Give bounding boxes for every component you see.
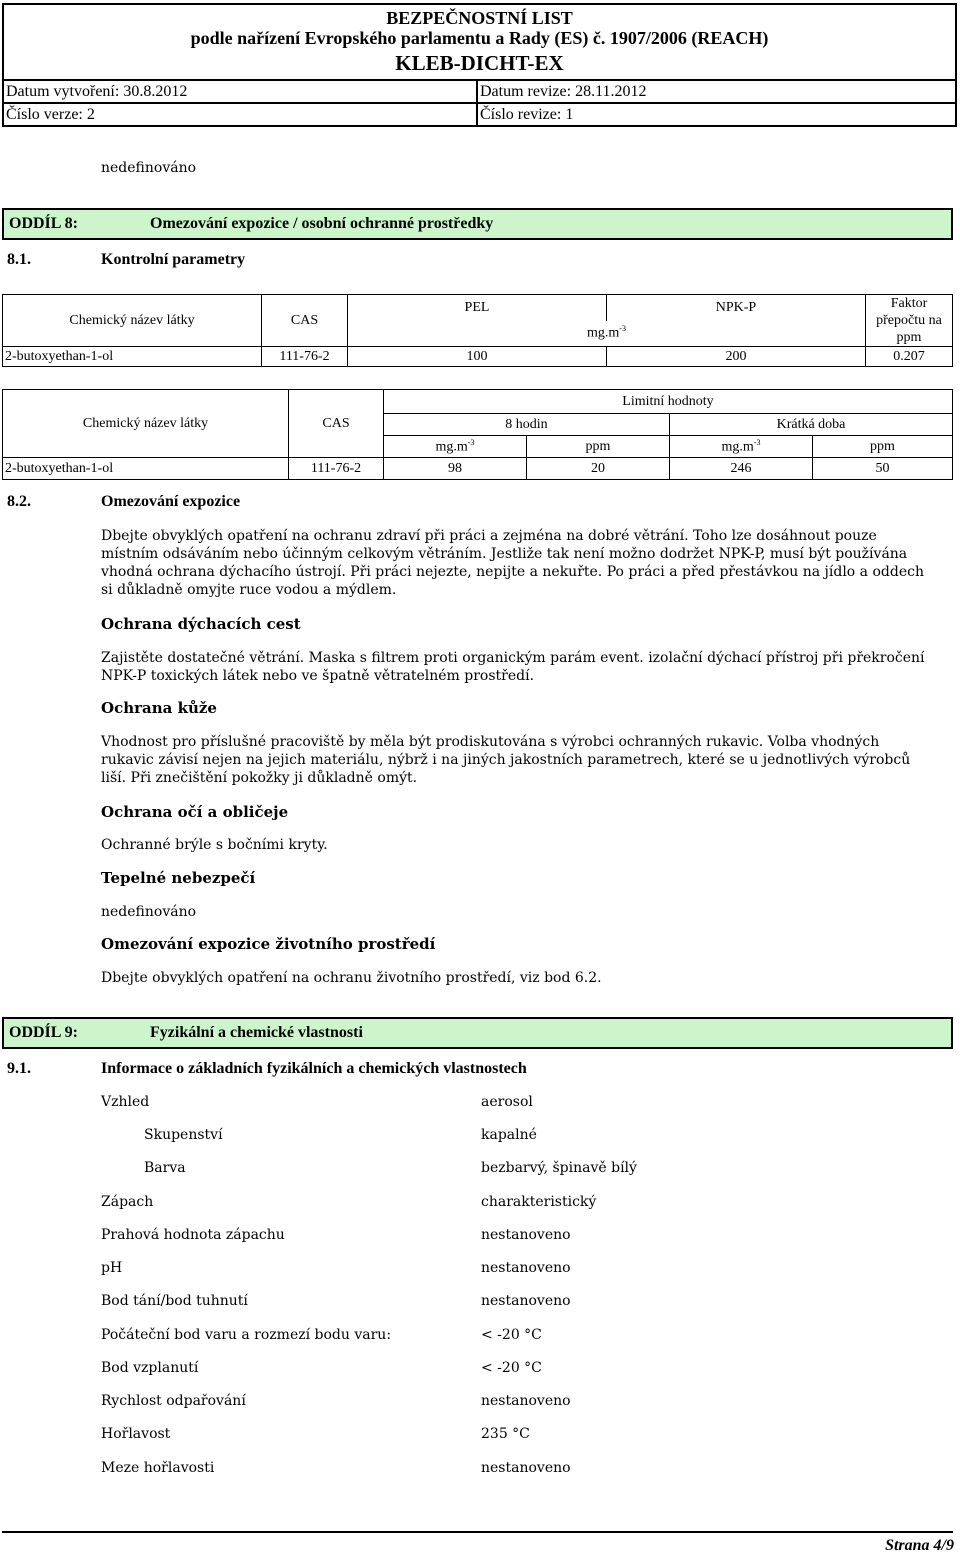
top-text: nedefinováno	[101, 160, 197, 176]
prop-label: Meze hořlavosti	[101, 1460, 215, 1476]
doc-type: BEZPEČNOSTNÍ LIST	[386, 8, 573, 28]
col-header-cas: CAS	[289, 390, 384, 458]
prop-value: bezbarvý, špinavě bílý	[481, 1160, 637, 1176]
prop-value: nestanoveno	[481, 1260, 571, 1276]
col-header-factor: Faktor přepočtu na ppm	[866, 295, 953, 347]
prop-value: < -20 °C	[481, 1360, 542, 1376]
col-header-npk: NPK-P	[607, 295, 866, 321]
page-number: Strana 4/9	[885, 1537, 954, 1554]
prop-value: kapalné	[481, 1127, 537, 1143]
prop-value: nestanoveno	[481, 1227, 571, 1243]
cell-factor: 0.207	[866, 347, 953, 367]
prop-value: nestanoveno	[481, 1393, 571, 1409]
col-header-unit: $mg.m^{-3}$	[348, 321, 866, 347]
prop-label: Bod tání/bod tuhnutí	[101, 1293, 248, 1309]
cell-cas: 111-76-2	[262, 347, 348, 367]
cell-name: 2-butoxyethan-1-ol	[3, 458, 289, 480]
section-number: ODDÍL 8:	[9, 215, 78, 232]
subsection-title: Kontrolní parametry	[101, 251, 246, 268]
col-header-8h: 8 hodin	[384, 414, 670, 436]
product-name: KLEB-DICHT-EX	[395, 51, 564, 75]
footer-divider	[2, 1531, 953, 1533]
prop-value: nestanoveno	[481, 1293, 571, 1309]
col-header-mg-8h: $mg.m^{-3}$	[384, 436, 527, 458]
cell-cas: 111-76-2	[289, 458, 384, 480]
section-number: ODDÍL 9:	[9, 1024, 78, 1041]
prop-label: Počáteční bod varu a rozmezí bodu varu:	[101, 1327, 392, 1343]
prop-label: pH	[101, 1260, 123, 1276]
prop-label: Rychlost odpařování	[101, 1393, 246, 1409]
revision-number: Číslo revize: 1	[480, 106, 574, 123]
cell-name: 2-butoxyethan-1-ol	[3, 347, 262, 367]
col-header-limits: Limitní hodnoty	[384, 390, 953, 414]
cell-mg-8h: 98	[384, 458, 527, 480]
cell-pel: 100	[348, 347, 607, 367]
subsection-title: Omezování expozice	[101, 493, 241, 510]
prop-value: < -20 °C	[481, 1327, 542, 1343]
prop-label: Bod vzplanutí	[101, 1360, 199, 1376]
col-header-name: Chemický název látky	[3, 295, 262, 347]
heat-heading: Tepelné nebezpečí	[101, 869, 256, 887]
environment-heading: Omezování expozice životního prostředí	[101, 935, 436, 953]
environment-text: Dbejte obvyklých opatření na ochranu životního prostředí, viz bod 6.2.	[101, 970, 602, 986]
section-8-header	[2, 208, 953, 240]
section-9-header	[2, 1017, 953, 1049]
document-header	[2, 3, 957, 127]
eye-text: Ochranné brýle s bočními kryty.	[101, 837, 328, 853]
prop-value: nestanoveno	[481, 1460, 571, 1476]
col-header-ppm-short: ppm	[813, 436, 953, 458]
prop-label: Hořlavost	[101, 1426, 171, 1442]
section-title: Fyzikální a chemické vlastnosti	[150, 1024, 363, 1041]
subsection-title: Informace o základních fyzikálních a chemických vlastnostech	[101, 1060, 527, 1077]
prop-label: Barva	[144, 1160, 186, 1176]
col-header-mg-short: $mg.m^{-3}$	[670, 436, 813, 458]
prop-label: Vzhled	[101, 1094, 150, 1110]
table-row	[3, 458, 953, 480]
prop-value: charakteristický	[481, 1194, 597, 1210]
limit-values-table	[2, 389, 953, 480]
exposure-limits-table	[2, 294, 953, 367]
exposure-intro: Dbejte obvyklých opatření na ochranu zdraví při práci a zejména na dobré větrání. Toho lze dosáhnout pouze místním odsáváním nebo účinným celkovým větráním. Jestliže tak není možno dodržet NPK-P, musí být používána vhodná ochrana dýchacího ústrojí. Při práci nejezte, nepijte a nekuřte. Po práci a před přestávkou na jídlo a oddech si důkladně omyjte ruce vodou a mýdlem.	[101, 528, 924, 598]
respiratory-text: Zajistěte dostatečné větrání. Maska s filtrem proti organickým parám event. izolační dýchací přístroj při překročení NPK-P toxických látek nebo ve špatně větratelném prostředí.	[101, 650, 925, 684]
section-title: Omezování expozice / osobní ochranné prostředky	[150, 215, 494, 232]
prop-label: Zápach	[101, 1194, 154, 1210]
respiratory-heading: Ochrana dýchacích cest	[101, 615, 301, 633]
prop-value: aerosol	[481, 1094, 533, 1110]
header-dates-row	[4, 81, 955, 102]
cell-ppm-8h: 20	[527, 458, 670, 480]
col-header-name: Chemický název látky	[3, 390, 289, 458]
col-header-cas: CAS	[262, 295, 348, 347]
col-header-short: Krátká doba	[670, 414, 953, 436]
cell-npk: 200	[607, 347, 866, 367]
col-header-ppm-8h: ppm	[527, 436, 670, 458]
skin-heading: Ochrana kůže	[101, 699, 217, 717]
heat-text: nedefinováno	[101, 904, 197, 920]
skin-text: Vhodnost pro příslušné pracoviště by měla být prodiskutována s výrobci ochranných rukavic. Volba vhodných rukavic závisí nejen na jejich materiálu, nýbrž i na jiných jakostních parametrech, které se u jednotlivých výrobců liší. Při znečištění pokožky ji důkladně omýt.	[101, 734, 911, 786]
regulation: podle nařízení Evropského parlamentu a Rady (ES) č. 1907/2006 (REACH)	[190, 28, 769, 48]
col-header-pel: PEL	[348, 295, 607, 321]
subsection-number: 9.1.	[7, 1060, 31, 1077]
header-title-block	[4, 5, 955, 81]
table-row	[3, 347, 953, 367]
header-version-row	[4, 102, 955, 125]
cell-mg-short: 246	[670, 458, 813, 480]
prop-value: 235 °C	[481, 1426, 530, 1442]
eye-heading: Ochrana očí a obličeje	[101, 803, 289, 821]
subsection-number: 8.1.	[7, 251, 31, 268]
cell-ppm-short: 50	[813, 458, 953, 480]
prop-label: Prahová hodnota zápachu	[101, 1227, 285, 1243]
prop-label: Skupenství	[144, 1127, 223, 1143]
subsection-number: 8.2.	[7, 493, 31, 510]
revised-date: Datum revize: 28.11.2012	[480, 83, 647, 100]
created-date: Datum vytvoření: 30.8.2012	[4, 81, 478, 102]
version-number: Číslo verze: 2	[4, 104, 478, 125]
